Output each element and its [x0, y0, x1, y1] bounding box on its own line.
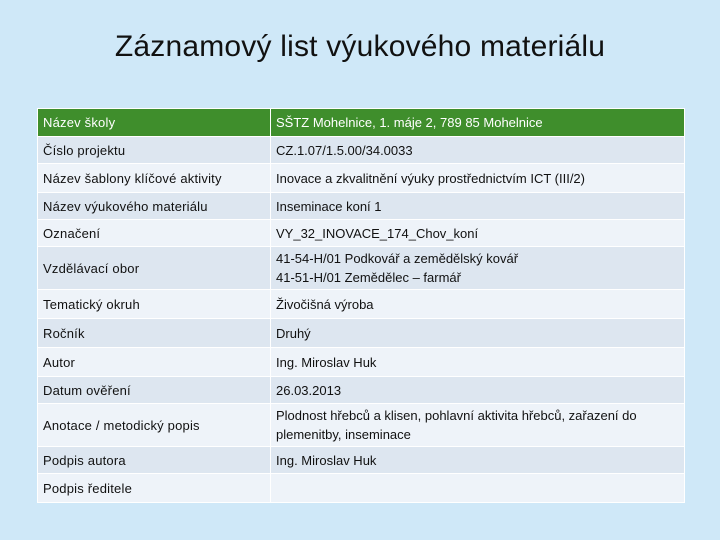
row-value-line: VY_32_INOVACE_174_Chov_koní [276, 225, 479, 241]
row-label: Datum ověření [38, 377, 271, 404]
row-label: Název školy [38, 109, 271, 137]
row-label: Název šablony klíčové aktivity [38, 164, 271, 193]
page-title: Záznamový list výukového materiálu [114, 30, 606, 63]
row-value [271, 220, 685, 247]
row-value [271, 377, 685, 404]
row-value-line: Plodnost hřebců a klisen, pohlavní aktivita hřebců, zařazení do [276, 408, 637, 423]
row-value [271, 319, 685, 348]
row-value-line: Inovace a zkvalitnění výuky prostřednictvím ICT (III/2) [276, 170, 585, 186]
row-value-line: SŠTZ Mohelnice, 1. máje 2, 789 85 Mohelnice [276, 115, 543, 130]
row-value-line: Druhý [276, 325, 311, 341]
row-label: Číslo projektu [38, 137, 271, 164]
row-value-line: 26.03.2013 [276, 382, 342, 398]
row-label: Anotace / metodický popis [38, 404, 271, 447]
row-label: Označení [38, 220, 271, 247]
row-value-line: Ing. Miroslav Huk [276, 354, 377, 370]
row-value-line: CZ.1.07/1.5.00/34.0033 [276, 142, 413, 158]
row-value [271, 193, 685, 220]
table-row [38, 348, 685, 377]
row-label: Ročník [38, 319, 271, 348]
table-row [38, 137, 685, 164]
row-label: Název výukového materiálu [38, 193, 271, 220]
row-value-line: Ing. Miroslav Huk [276, 452, 377, 468]
row-value [271, 290, 685, 319]
row-value [271, 247, 685, 290]
table-row [38, 109, 685, 137]
row-value [271, 474, 685, 503]
row-value-line: Inseminace koní 1 [276, 198, 382, 214]
row-value-line: plemenitby, inseminace [276, 427, 411, 442]
row-value [271, 404, 685, 447]
table-row [38, 193, 685, 220]
row-value-line: 41-54-H/01 Podkovář a zemědělský kovář [276, 251, 519, 266]
row-value [271, 348, 685, 377]
row-label: Vzdělávací obor [38, 247, 271, 290]
row-label: Podpis ředitele [38, 474, 271, 503]
table-row [38, 377, 685, 404]
row-value [271, 447, 685, 474]
record-table [37, 108, 685, 503]
record-table-body [38, 109, 685, 503]
table-row [38, 474, 685, 503]
row-value [271, 109, 685, 137]
row-label: Tematický okruh [38, 290, 271, 319]
row-label: Podpis autora [38, 447, 271, 474]
row-value [271, 164, 685, 193]
row-value-line: 41-51-H/01 Zemědělec – farmář [276, 270, 461, 285]
table-row [38, 319, 685, 348]
table-row [38, 290, 685, 319]
row-value-line: Živočišná výroba [276, 296, 374, 312]
table-row [38, 220, 685, 247]
table-row [38, 247, 685, 290]
table-row [38, 404, 685, 447]
table-row [38, 164, 685, 193]
row-value [271, 137, 685, 164]
table-row [38, 447, 685, 474]
row-label: Autor [38, 348, 271, 377]
